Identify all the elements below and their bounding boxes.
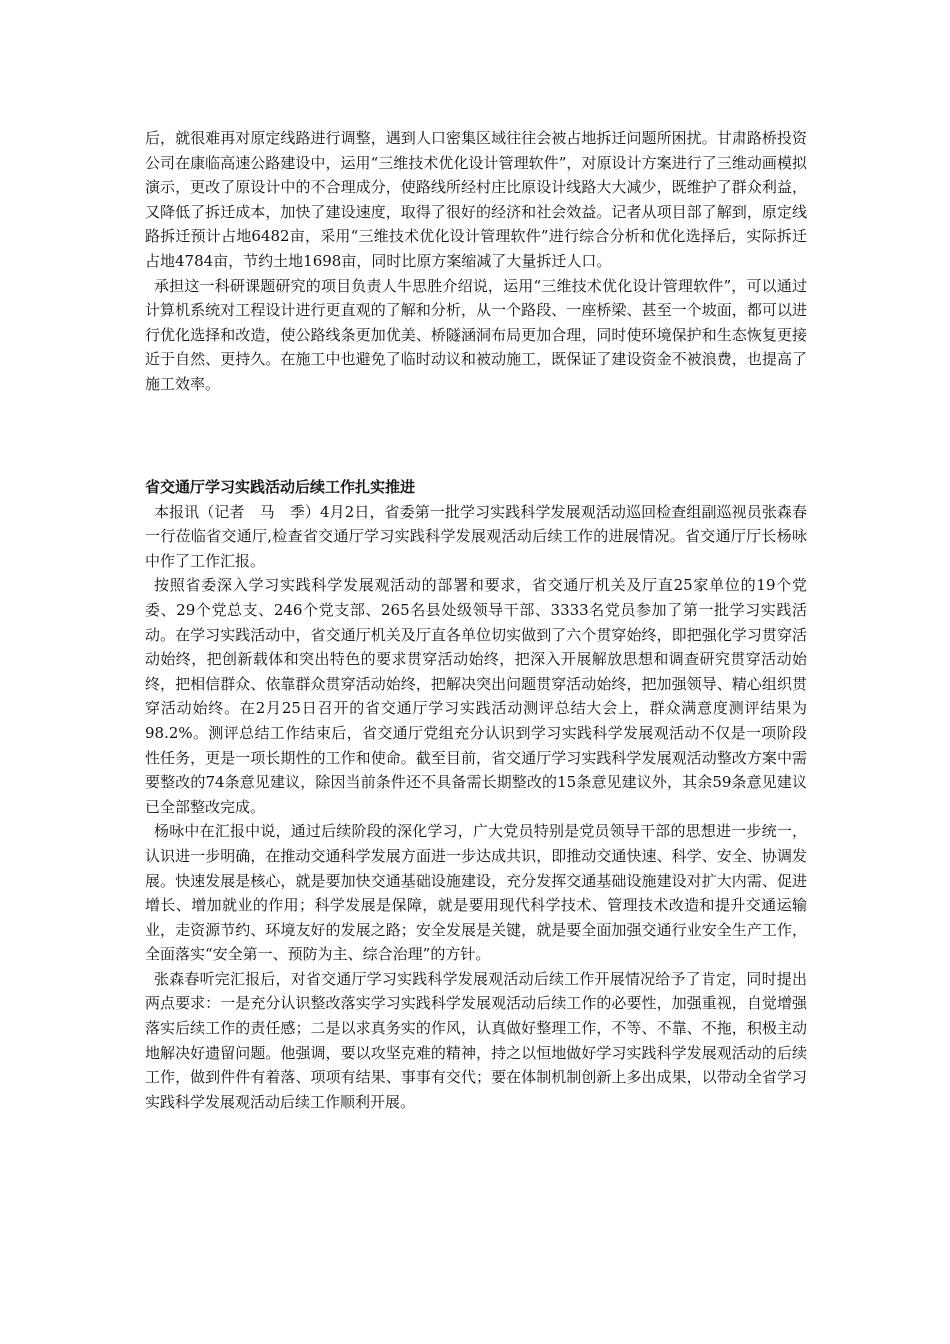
paragraph: 承担这一科研课题研究的项目负责人牛思胜介绍说，运用“三维技术优化设计管理软件”，可以通过计算机系统对工程设计进行更直观的了解和分析，从一个路段、一座桥梁、甚至一个坡面，都可以进行优化选择和改造，使公路线条更加优美、桥隧涵洞布局更加合理，同时使环境保护和生态恢复更接近于自然、更持久。在施工中也避免了临时动议和被动施工，既保证了建设资金不被浪费，也提高了施工效率。 [145,276,807,393]
article-news [145,475,807,1114]
paragraph: 后，就很难再对原定线路进行调整，遇到人口密集区域往往会被占地拆迁问题所困扰。甘肃路桥投资公司在康临高速公路建设中，运用“三维技术优化设计管理软件”，对原设计方案进行了三维动画模拟演示，更改了原设计中的不合理成分，使路线所经村庄比原设计线路大大减少，既维护了群众利益，又降低了拆迁成本，加快了建设速度，取得了很好的经济和社会效益。记者从项目部了解到，原定线路拆迁预计占地6482亩，采用“三维技术优化设计管理软件”进行综合分析和优化选择后，实际拆迁占地4784亩，节约土地1698亩，同时比原方案缩减了大量拆迁人口。 [145,129,807,270]
paragraph: 张森春听完汇报后，对省交通厅学习实践科学发展观活动后续工作开展情况给予了肯定，同时提出两点要求：一是充分认识整改落实学习实践科学发展观活动后续工作的必要性，加强重视，自觉增强落实后续工作的责任感；二是以求真务实的作风，认真做好整理工作，不等、不靠、不拖，积极主动地解决好遗留问题。他强调，要以攻坚克难的精神，持之以恒地做好学习实践科学发展观活动的后续工作，做到件件有着落、项项有结果、事事有交代；要在体制机制创新上多出成果，以带动全省学习实践科学发展观活动后续工作顺利开展。 [145,969,807,1111]
paragraph: 按照省委深入学习实践科学发展观活动的部署和要求，省交通厅机关及厅直25家单位的19个党委、29个党总支、246个党支部、265名县处级领导干部、3333名党员参加了第一批学习实践活动。在学习实践活动中，省交通厅机关及厅直各单位切实做到了六个贯穿始终，即把强化学习贯穿活动始终，把创新载体和突出特色的要求贯穿活动始终，把深入开展解放思想和调查研究贯穿活动始终，把相信群众、依靠群众贯穿活动始终，把解决突出问题贯穿活动始终，把加强领导、精心组织贯穿活动始终。在2月25日召开的省交通厅学习实践活动测评总结大会上，群众满意度测评结果为98.2%。测评总结工作结束后，省交通厅党组充分认识到学习实践科学发展观活动不仅是一项阶段性任务，更是一项长期性的工作和使命。截至目前，省交通厅学习实践科学发展观活动整改方案中需要整改的74条意见建议，除因当前条件还不具备需长期整改的15条意见建议外，其余59条意见建议已全部整改完成。 [145,576,807,816]
article-title: 省交通厅学习实践活动后续工作扎实推进 [145,478,416,496]
article-continuation [145,126,807,397]
paragraph: 本报讯（记者 马 季）4月2日，省委第一批学习实践科学发展观活动巡回检查组副巡视员张森春一行莅临省交通厅,检查省交通厅学习实践科学发展观活动后续工作的进展情况。省交通厅厅长杨咏中作了工作汇报。 [145,502,807,570]
paragraph: 杨咏中在汇报中说，通过后续阶段的深化学习，广大党员特别是党员领导干部的思想进一步统一，认识进一步明确，在推动交通科学发展方面进一步达成共识，即推动交通快速、科学、安全、协调发展。快速发展是核心，就是要加快交通基础设施建设，充分发挥交通基础设施建设对扩大内需、促进增长、增加就业的作用；科学发展是保障，就是要用现代科学技术、管理技术改造和提升交通运输业，走资源节约、环境友好的发展之路；安全发展是关键，就是要全面加强交通行业安全生产工作，全面落实“安全第一、预防为主、综合治理”的方针。 [145,822,807,964]
